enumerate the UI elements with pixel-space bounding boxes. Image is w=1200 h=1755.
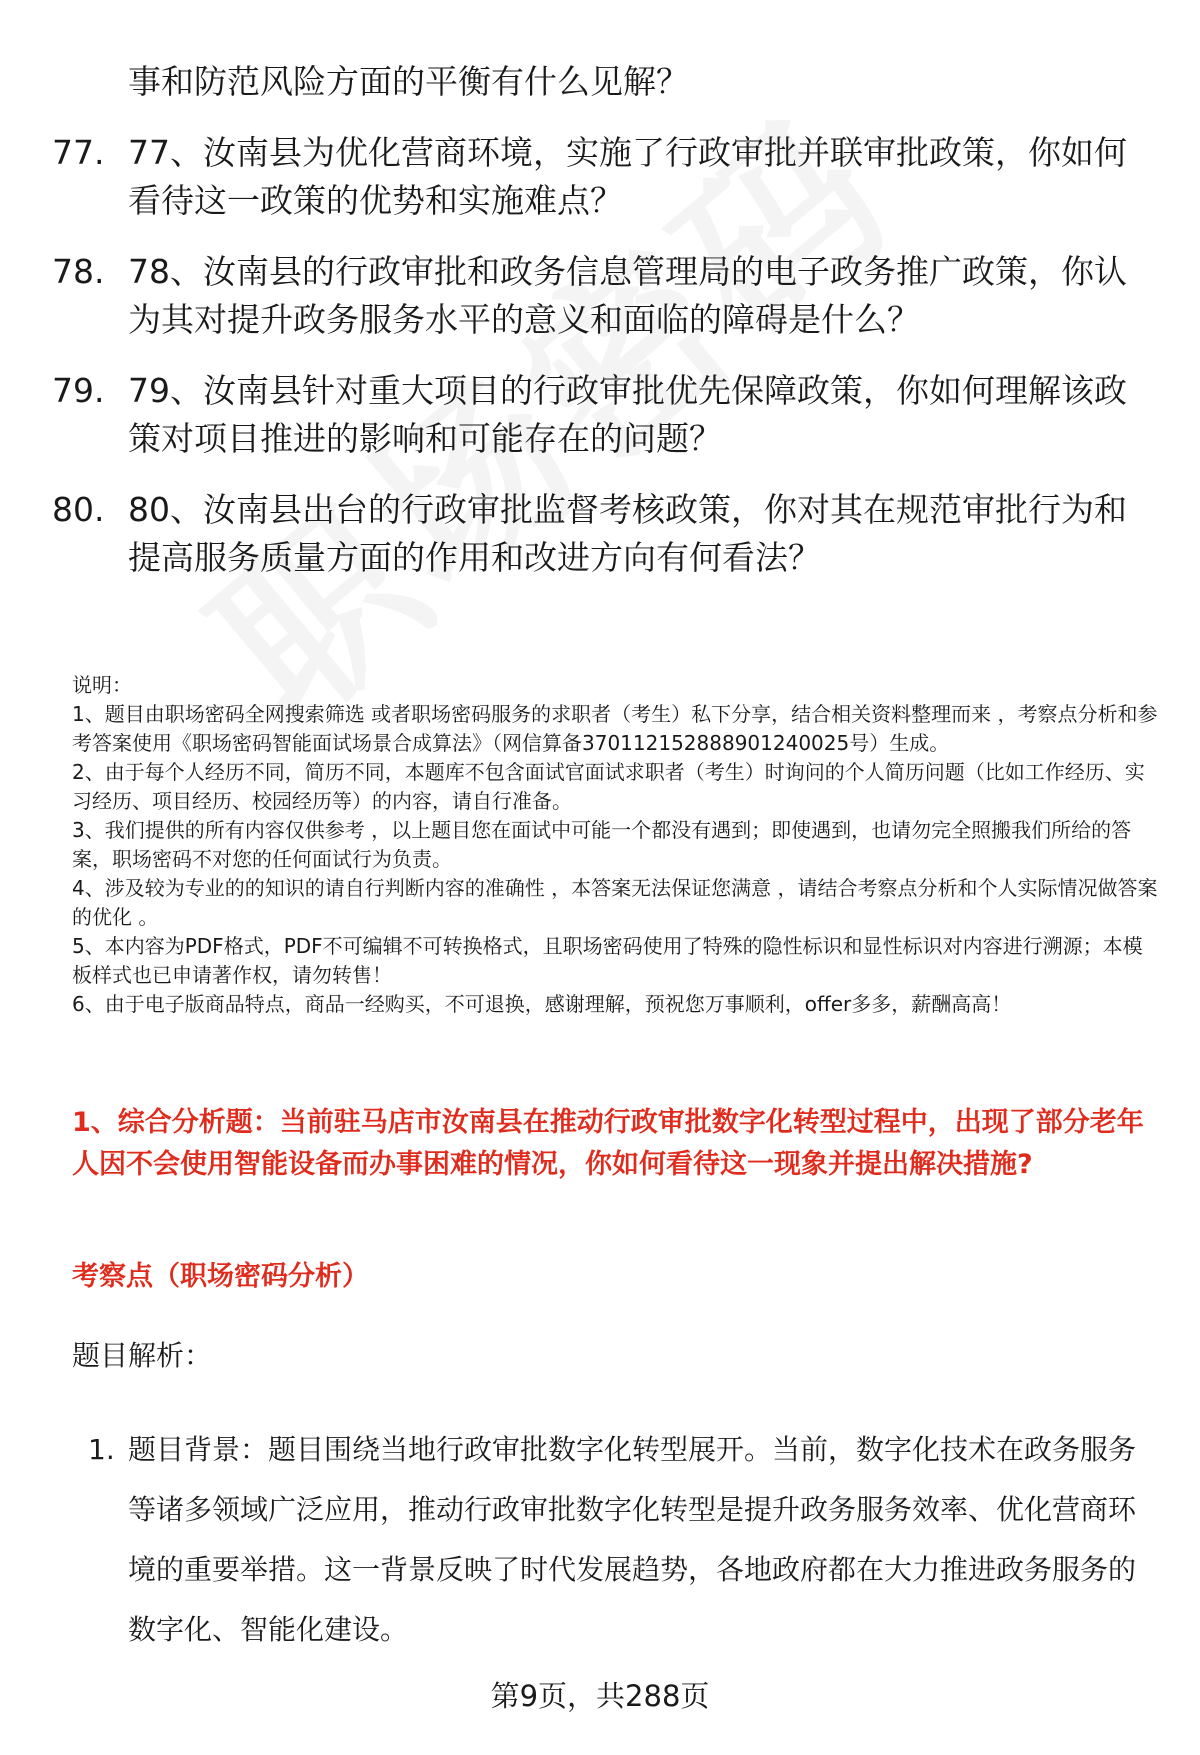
analysis-label: 题目解析： (72, 1339, 213, 1372)
question-text: 80、汝南县出台的行政审批监督考核政策，你对其在规范审批行为和提高服务质量方面的作用和改进方向有何看法？ (128, 490, 1127, 577)
question-number: 80. (52, 490, 105, 529)
note-item: 1、题目由职场密码全网搜索筛选 或者职场密码服务的求职者（考生）私下分享，结合相关资料整理而来 ，考察点分析和参考答案使用《职场密码智能面试场景合成算法》（网信算备370112152888901240025号）生成。 (72, 702, 1158, 755)
section-subheading: 考察点（职场密码分析） (72, 1261, 369, 1292)
notes-title: 说明： (72, 673, 132, 697)
point-number: 1. (88, 1433, 115, 1466)
note-item: 5、本内容为PDF格式，PDF不可编辑不可转换格式，且职场密码使用了特殊的隐性标识和显性标识对内容进行溯源；本模板样式也已申请著作权，请勿转售！ (72, 934, 1143, 987)
page-footer: 第9页，共288页 (490, 1679, 710, 1713)
note-item: 2、由于每个人经历不同，简历不同，本题库不包含面试官面试求职者（考生）时询问的个人简历问题（比如工作经历、实习经历、项目经历、校园经历等）的内容，请自行准备。 (72, 760, 1145, 813)
question-number: 78. (52, 252, 105, 291)
question-text: 77、汝南县为优化营商环境，实施了行政审批并联审批政策，你如何看待这一政策的优势和实施难点？ (128, 133, 1127, 220)
note-item: 6、由于电子版商品特点，商品一经购买，不可退换，感谢理解，预祝您万事顺利，offer多多，薪酬高高！ (72, 992, 1012, 1016)
question-number: 77. (52, 133, 105, 172)
note-item: 3、我们提供的所有内容仅供参考 ，以上题目您在面试中可能一个都没有遇到；即使遇到，也请勿完全照搬我们所给的答案，职场密码不对您的任何面试行为负责。 (72, 818, 1132, 871)
section-heading: 1、综合分析题：当前驻马店市汝南县在推动行政审批数字化转型过程中，出现了部分老年人因不会使用智能设备而办事困难的情况，你如何看待这一现象并提出解决措施? (72, 1107, 1144, 1180)
question-text: 78、汝南县的行政审批和政务信息管理局的电子政务推广政策，你认为其对提升政务服务水平的意义和面临的障碍是什么？ (128, 252, 1127, 339)
question-continuation: 事和防范风险方面的平衡有什么见解？ (128, 62, 689, 101)
question-number: 79. (52, 371, 105, 410)
question-text: 79、汝南县针对重大项目的行政审批优先保障政策，你如何理解该政策对项目推进的影响和可能存在的问题？ (128, 371, 1127, 458)
note-item: 4、涉及较为专业的的知识的请自行判断内容的准确性 ，本答案无法保证您满意 ，请结合考察点分析和个人实际情况做答案的优化 。 (72, 876, 1158, 929)
disclaimer-notes (72, 671, 1162, 1019)
point-text: 题目背景：题目围绕当地行政审批数字化转型展开。当前，数字化技术在政务服务等诸多领域广泛应用，推动行政审批数字化转型是提升政务服务效率、优化营商环境的重要举措。这一背景反映了时代发展趋势，各地政府都在大力推进政务服务的数字化、智能化建设。 (128, 1433, 1137, 1646)
